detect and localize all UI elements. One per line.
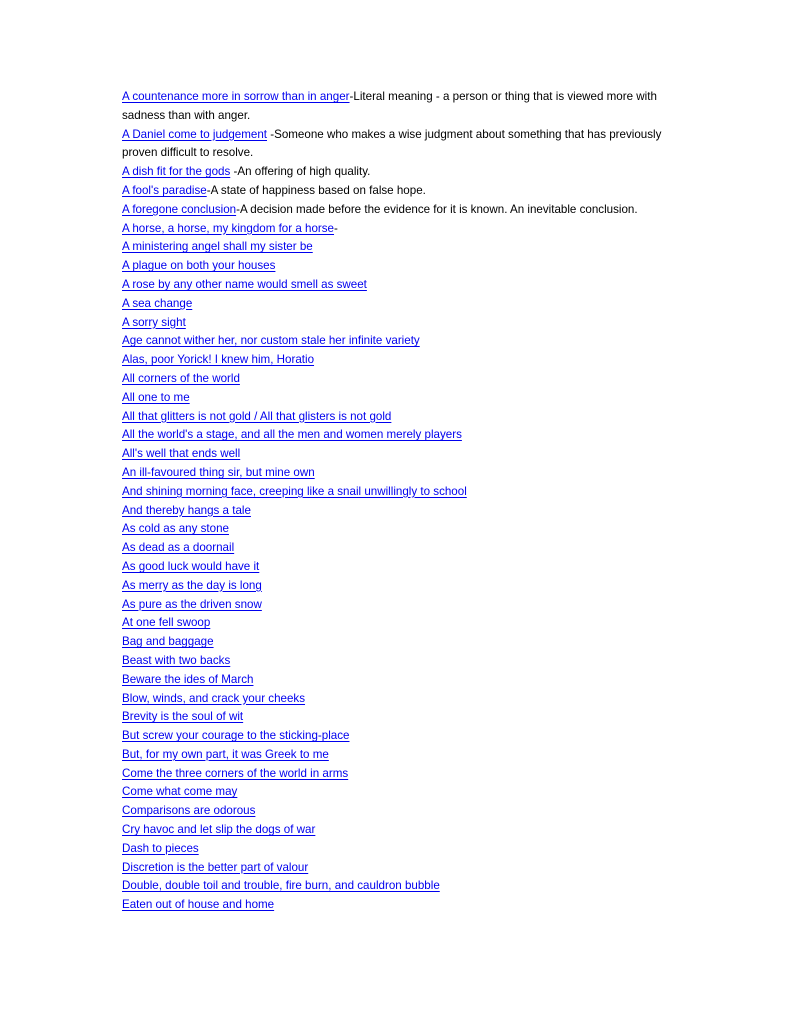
phrase-entry (122, 840, 682, 859)
phrase-entry (122, 877, 682, 896)
phrase-link[interactable]: Brevity is the soul of wit (122, 710, 244, 724)
phrase-entry (122, 389, 682, 408)
phrase-link[interactable]: All the world's a stage, and all the men and women merely players (122, 428, 462, 442)
phrase-link[interactable]: Cry havoc and let slip the dogs of war (122, 823, 316, 837)
phrase-link[interactable]: Beware the ides of March (122, 672, 254, 686)
phrase-link[interactable]: As pure as the driven snow (122, 597, 262, 611)
phrase-link[interactable]: Eaten out of house and home (122, 898, 275, 912)
document-page (122, 88, 682, 915)
phrase-link[interactable]: At one fell swoop (122, 616, 211, 630)
phrase-link[interactable]: Alas, poor Yorick! I knew him, Horatio (122, 353, 315, 367)
phrase-link[interactable]: A foregone conclusion (122, 202, 237, 216)
phrase-entry (122, 351, 682, 370)
phrase-link[interactable]: A dish fit for the gods (122, 165, 231, 179)
phrase-link[interactable]: A plague on both your houses (122, 259, 276, 273)
phrase-entry (122, 163, 682, 182)
phrase-link[interactable]: A horse, a horse, my kingdom for a horse (122, 221, 335, 235)
phrase-link[interactable]: All one to me (122, 390, 190, 404)
phrase-entry (122, 614, 682, 633)
phrase-link[interactable]: A Daniel come to judgement (122, 127, 268, 141)
phrase-entry (122, 332, 682, 351)
phrase-link[interactable]: A fool's paradise (122, 183, 207, 197)
phrase-definition: -A decision made before the evidence for it is known. An inevitable conclusion. (236, 202, 638, 216)
phrase-entry (122, 445, 682, 464)
phrase-definition: -An offering of high quality. (230, 165, 371, 179)
phrase-link[interactable]: A countenance more in sorrow than in anger (122, 90, 350, 103)
phrase-entry (122, 783, 682, 802)
phrase-definition: -Literal meaning - a person or thing that is viewed more with sadness than with anger. (122, 90, 657, 122)
phrase-entry (122, 426, 682, 445)
phrase-entry (122, 539, 682, 558)
phrase-entry (122, 746, 682, 765)
phrase-entry (122, 238, 682, 257)
phrase-entry (122, 708, 682, 727)
phrase-entry (122, 652, 682, 671)
phrase-link[interactable]: All that glitters is not gold / All that glisters is not gold (122, 409, 392, 423)
phrase-link[interactable]: But screw your courage to the sticking-place (122, 729, 350, 743)
phrase-entry (122, 220, 682, 239)
phrase-entry (122, 257, 682, 276)
phrase-definition: -A state of happiness based on false hope. (206, 183, 426, 197)
phrase-entry (122, 859, 682, 878)
phrase-link[interactable]: A rose by any other name would smell as sweet (122, 277, 367, 291)
phrase-link[interactable]: Come what come may (122, 785, 238, 799)
phrase-link[interactable]: All corners of the world (122, 371, 240, 385)
phrase-entry (122, 502, 682, 521)
phrase-link[interactable]: And shining morning face, creeping like a snail unwillingly to school (122, 484, 467, 498)
phrase-entry (122, 520, 682, 539)
phrase-link[interactable]: As cold as any stone (122, 522, 229, 536)
phrase-entry (122, 295, 682, 314)
phrase-link[interactable]: Discretion is the better part of valour (122, 860, 309, 874)
phrase-link[interactable]: Bag and baggage (122, 635, 214, 649)
phrase-link[interactable]: Blow, winds, and crack your cheeks (122, 691, 306, 705)
phrase-entry (122, 802, 682, 821)
phrase-entry (122, 577, 682, 596)
phrase-link[interactable]: As merry as the day is long (122, 578, 262, 592)
phrase-link[interactable]: A ministering angel shall my sister be (122, 240, 313, 254)
phrase-link[interactable]: A sorry sight (122, 315, 186, 329)
phrase-link[interactable]: Come the three corners of the world in arms (122, 766, 349, 780)
phrase-entry (122, 408, 682, 427)
phrase-link[interactable]: All's well that ends well (122, 447, 241, 461)
phrase-entry (122, 182, 682, 201)
phrase-definition: -Someone who makes a wise judgment about something that has previously proven difficult to resolve. (122, 127, 662, 160)
phrase-link[interactable]: As good luck would have it (122, 559, 260, 573)
phrase-entry (122, 483, 682, 502)
phrase-entry (122, 126, 682, 164)
phrase-link[interactable]: Dash to pieces (122, 841, 199, 855)
phrase-entry (122, 633, 682, 652)
phrase-link[interactable]: Double, double toil and trouble, fire burn, and cauldron bubble (122, 879, 440, 893)
phrase-definition: - (334, 221, 338, 235)
phrase-link[interactable]: Comparisons are odorous (122, 804, 256, 818)
phrase-entry (122, 558, 682, 577)
phrase-entry (122, 896, 682, 915)
phrase-entry (122, 201, 682, 220)
phrase-link[interactable]: Beast with two backs (122, 653, 231, 667)
phrase-link[interactable]: An ill-favoured thing sir, but mine own (122, 465, 315, 479)
phrase-list (122, 88, 682, 915)
phrase-link[interactable]: And thereby hangs a tale (122, 503, 251, 517)
phrase-link[interactable]: As dead as a doornail (122, 541, 235, 555)
phrase-entry (122, 765, 682, 784)
phrase-link[interactable]: But, for my own part, it was Greek to me (122, 747, 329, 761)
phrase-entry (122, 88, 682, 126)
phrase-entry (122, 690, 682, 709)
phrase-entry (122, 727, 682, 746)
phrase-link[interactable]: Age cannot wither her, nor custom stale her infinite variety (122, 334, 420, 348)
phrase-entry (122, 276, 682, 295)
phrase-entry (122, 821, 682, 840)
phrase-entry (122, 370, 682, 389)
phrase-entry (122, 314, 682, 333)
phrase-entry (122, 464, 682, 483)
phrase-link[interactable]: A sea change (122, 296, 193, 310)
phrase-entry (122, 671, 682, 690)
phrase-entry (122, 596, 682, 615)
